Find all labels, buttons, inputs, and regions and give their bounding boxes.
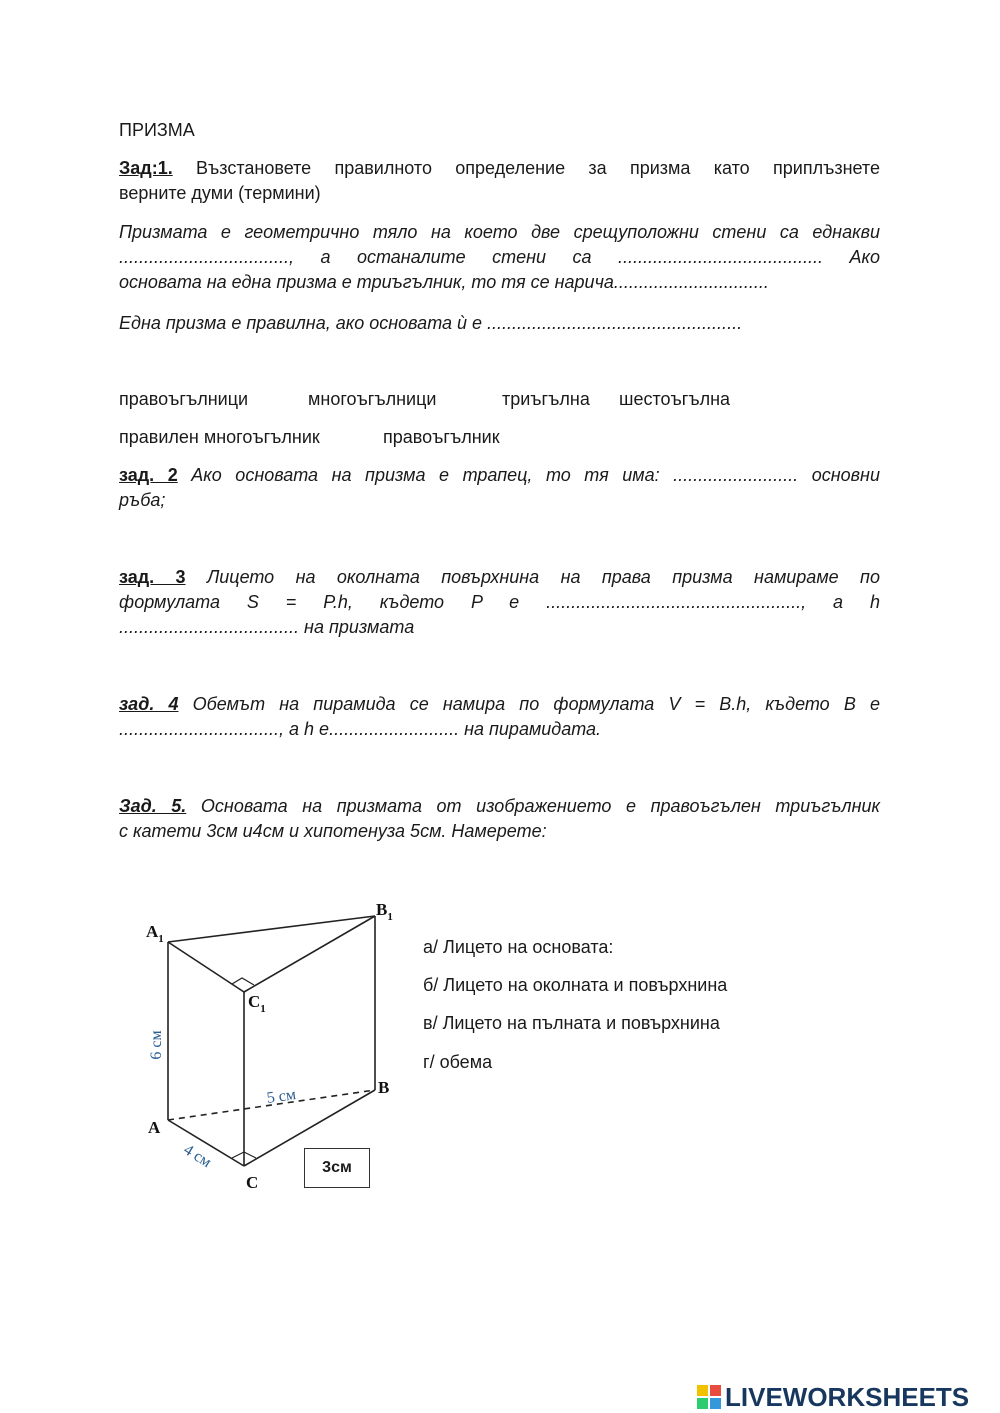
task5-text: Основата на призмата от изображението е правоъгълен триъгълник (200, 796, 881, 816)
task4-line1 (119, 692, 880, 717)
edge-a1b1 (168, 916, 375, 942)
label-b: B (378, 1078, 390, 1097)
word-bank-item[interactable]: правоъгълник (383, 427, 500, 447)
task2-line2: ръба; (119, 490, 166, 510)
task4-text: Обемът на пирамида се намира по формулата V = B.h, където B е (192, 694, 880, 714)
page-title: ПРИЗМА (119, 120, 195, 140)
task3-line2: формулата S = P.h, където P е ..................................................., а h (119, 592, 880, 612)
logo-text: LIVEWORKSHEETS (725, 1381, 970, 1412)
label-c: C (246, 1173, 259, 1192)
logo-square-icon (710, 1398, 721, 1409)
word-bank-item[interactable]: правилен многоъгълник (119, 427, 320, 447)
task3-text: Лицето на околната повърхнина на права призма намираме по (206, 567, 880, 587)
task5-line2: с катети 3см и4см и хипотенуза 5см. Намерете: (119, 821, 547, 841)
task1-label: Зад:1. (119, 158, 173, 178)
right-angle-top (232, 978, 254, 985)
word-bank-item[interactable]: многоъгълници (308, 389, 437, 409)
task5-question-d: г/ обема (423, 1052, 493, 1072)
task1-definition-line4: Една призма е правилна, ако основата ѝ е ................................................... (119, 313, 743, 333)
task1-instruction-line1: Възстановете правилното определение за призма като приплъзнете (196, 158, 880, 178)
task4-line2: ................................, а h е.......................... на пирамидата. (119, 719, 602, 739)
prism-figure (120, 890, 420, 1200)
task1-definition-line1: Призмата е геометрично тяло на което две срещуположни стени са еднакви (119, 222, 880, 242)
task5-line1 (119, 794, 880, 819)
label-a1: $A_1$ (146, 922, 164, 945)
edge-c1b1 (244, 916, 375, 992)
task5-question-a: а/ Лицето на основата: (423, 937, 614, 957)
liveworksheets-logo (697, 1382, 969, 1412)
edge-a1c1 (168, 942, 244, 992)
task5-label: Зад. 5. (119, 796, 187, 816)
leg-label: 4 см (180, 1141, 215, 1172)
task1-definition-line2: .................................., а останалите стени са ......................................... Ако (119, 247, 880, 267)
logo-square-icon (697, 1385, 708, 1396)
task2-label: зад. 2 (119, 465, 178, 485)
logo-square-icon (697, 1398, 708, 1409)
word-bank-item[interactable]: шестоъгълна (619, 389, 731, 409)
task5-question-b: б/ Лицето на околната и повърхнина (423, 975, 728, 995)
logo-icon (697, 1385, 721, 1409)
task1-instruction-line2: верните думи (термини) (119, 183, 321, 203)
task1-instruction (119, 156, 880, 181)
word-bank-item[interactable]: правоъгълници (119, 389, 249, 409)
word-bank-item[interactable]: триъгълна (502, 389, 590, 409)
task4-label: зад. 4 (119, 694, 179, 714)
task1-definition-line3: основата на една призма е триъгълник, то тя се нарича............................... (119, 272, 769, 292)
logo-square-icon (710, 1385, 721, 1396)
label-b1: $B_1$ (376, 900, 393, 923)
label-c1: $C_1$ (248, 992, 266, 1015)
label-a: A (148, 1118, 161, 1137)
height-label: 6 см (148, 1030, 165, 1060)
answer-box[interactable]: 3см (304, 1148, 370, 1188)
task2-text: Ако основата на призма е трапец, то тя има: ......................... основни (191, 465, 880, 485)
task5-question-c: в/ Лицето на пълната и повърхнина (423, 1013, 720, 1033)
task2-line1 (119, 463, 880, 488)
task3-label: зад. 3 (119, 567, 186, 587)
hypotenuse-label: 5 см (265, 1086, 298, 1107)
task3-line3: .................................... на призмата (119, 617, 415, 637)
task3-line1 (119, 565, 880, 590)
